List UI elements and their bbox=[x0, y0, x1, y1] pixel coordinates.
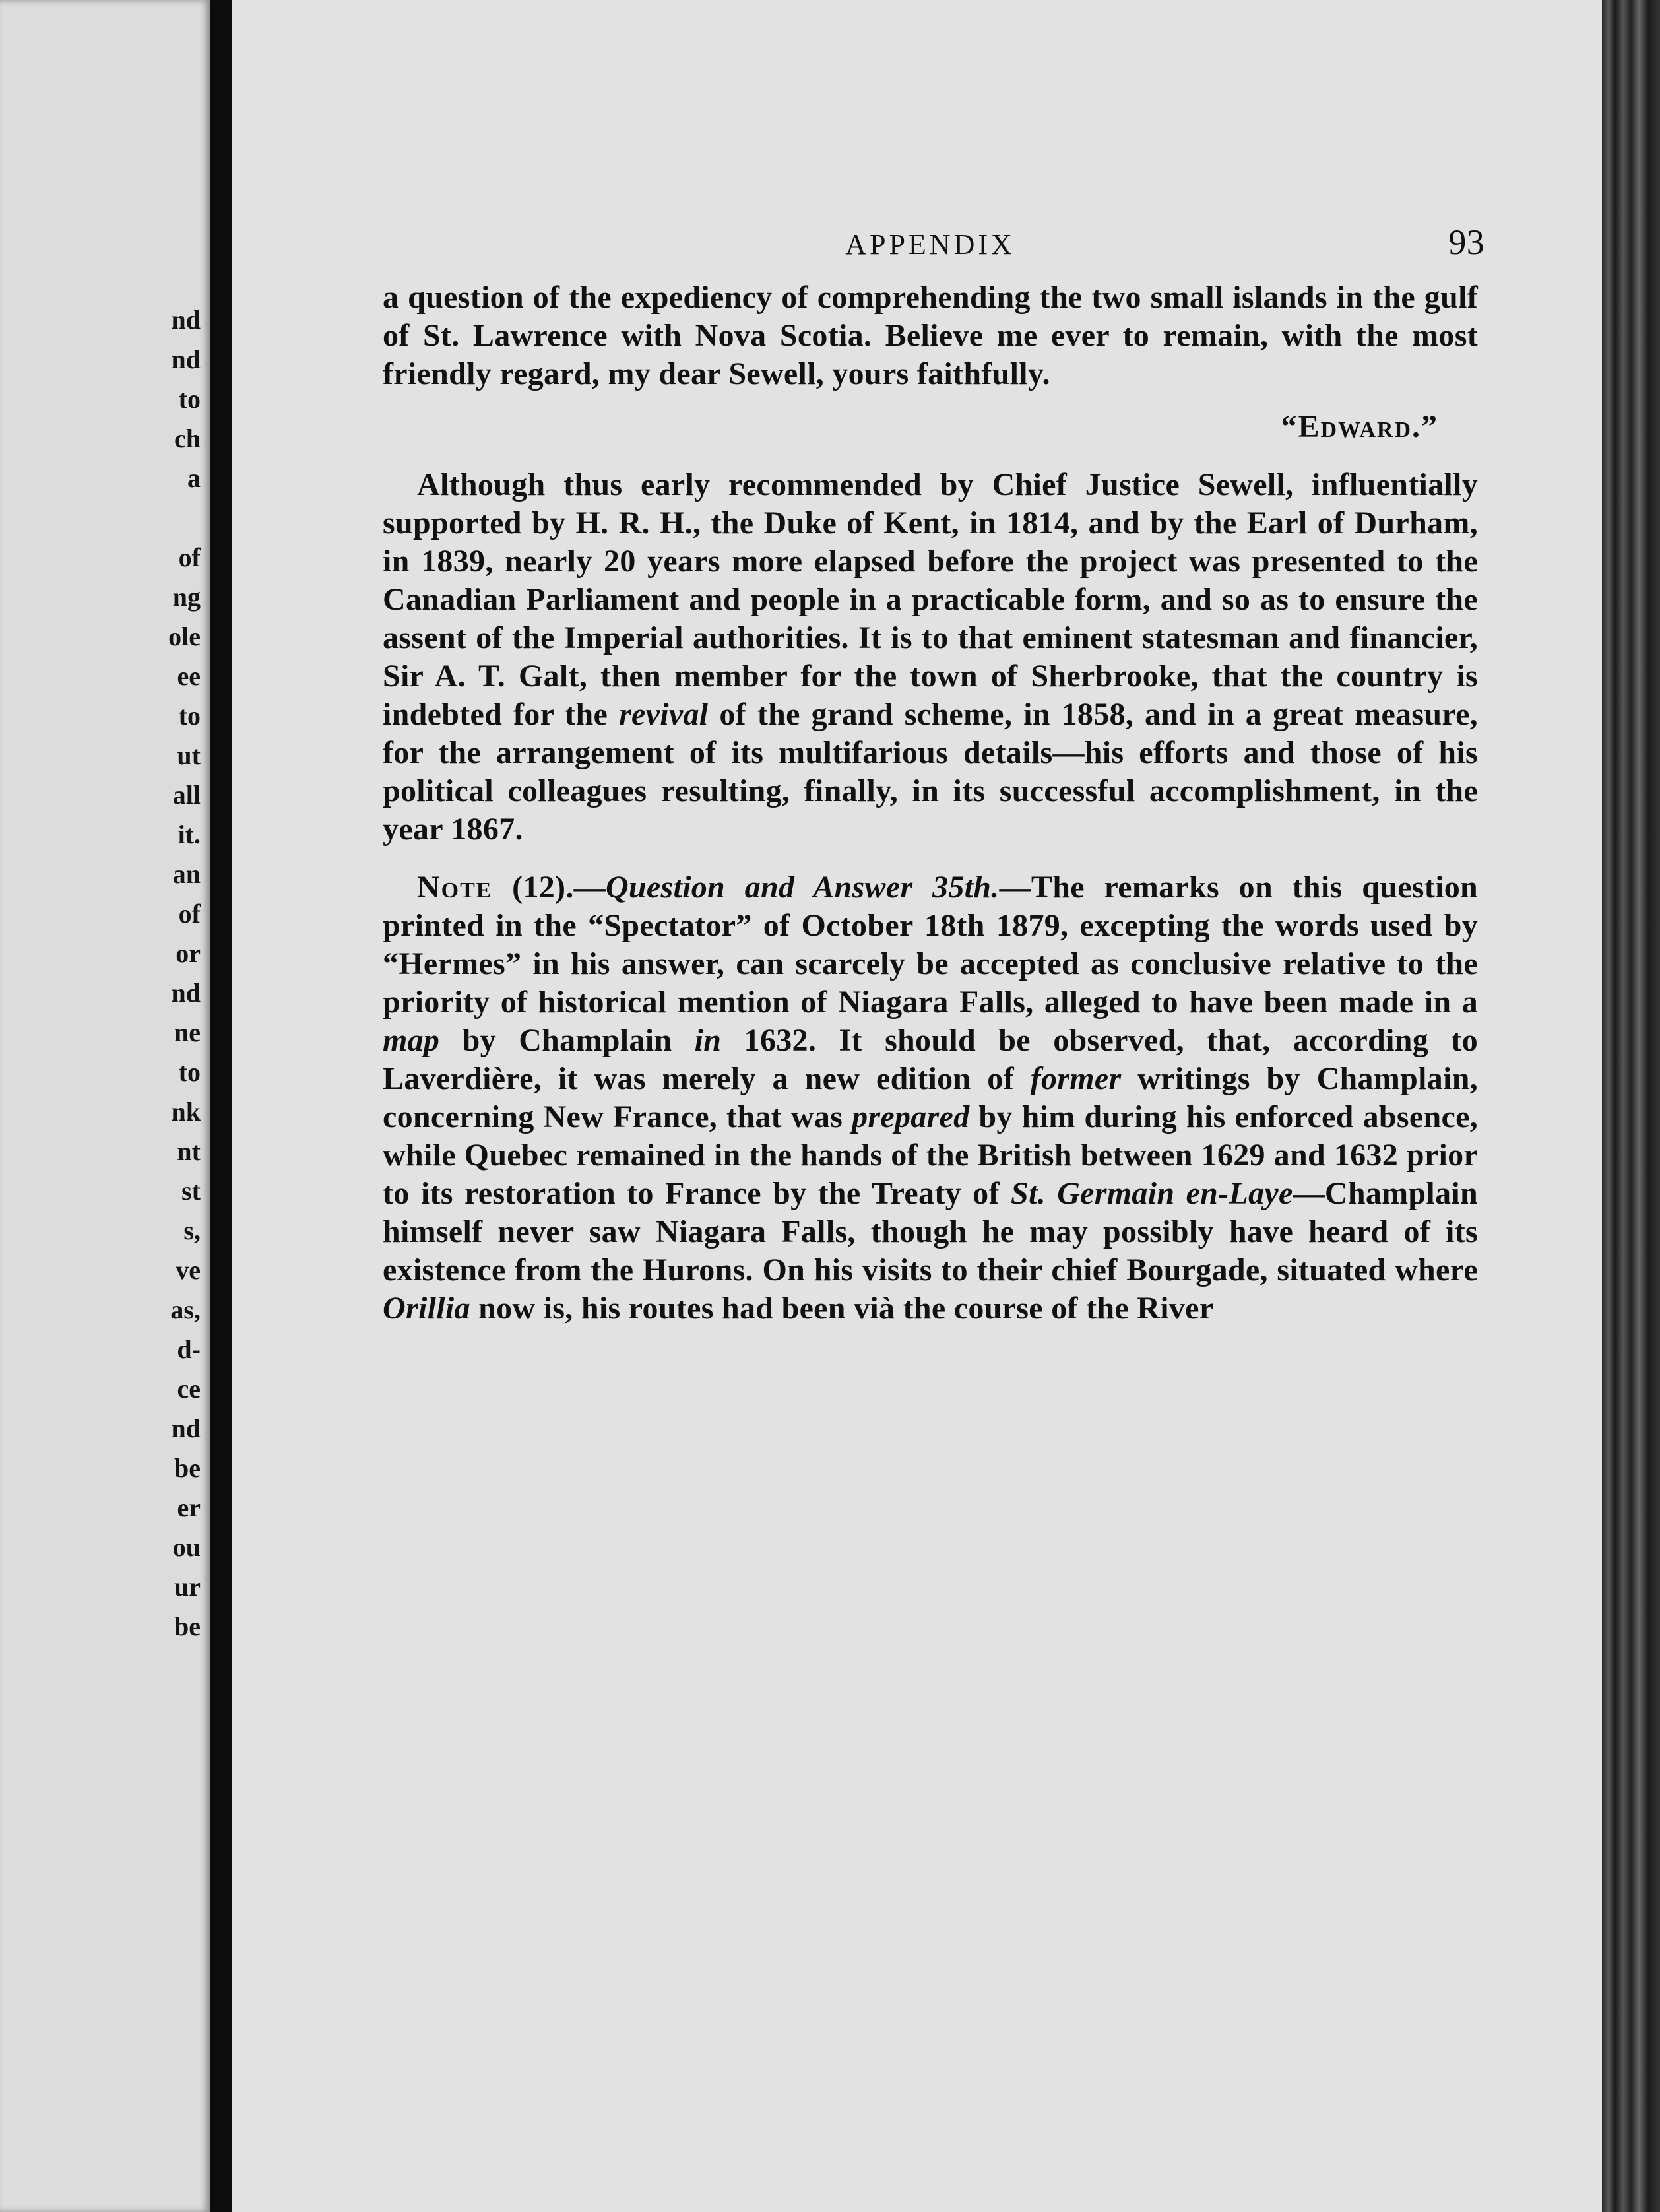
letter-closing-paragraph: a question of the expediency of comprehending the two small islands in the gulf of St. Lawrence with Nova Scotia. Believe me ever to remain, with the most friendly regard, my dear Sewell, yours faithfully. bbox=[383, 280, 1478, 391]
previous-page-fragment bbox=[121, 498, 201, 538]
previous-page-fragment: nd bbox=[171, 978, 201, 1008]
previous-page-fragment: it. bbox=[177, 820, 201, 849]
previous-page-fragment: all bbox=[172, 780, 201, 810]
previous-page-fragment: nd bbox=[171, 1414, 201, 1443]
note-italic-treaty: St. Germain en-Laye bbox=[1011, 1176, 1293, 1211]
previous-page-fragment: or bbox=[176, 938, 201, 968]
previous-page-text-fragments bbox=[121, 300, 201, 1646]
note-number: (12).— bbox=[512, 870, 606, 905]
book-gutter bbox=[210, 0, 232, 2212]
paragraph-galt bbox=[383, 466, 1478, 849]
previous-page-fragment: an bbox=[172, 859, 201, 889]
previous-page-fragment: to bbox=[178, 701, 201, 731]
previous-page-fragment: ng bbox=[172, 582, 201, 612]
previous-page-fragment: nt bbox=[177, 1136, 201, 1166]
previous-page-fragment: be bbox=[174, 1453, 201, 1483]
previous-page-fragment: nk bbox=[171, 1097, 201, 1126]
previous-page-fragment: to bbox=[178, 1057, 201, 1087]
previous-page-fragment: be bbox=[174, 1611, 201, 1641]
note-text-2: by Champlain bbox=[462, 1023, 672, 1058]
previous-page-fragment: to bbox=[178, 384, 201, 414]
page-stack-edge bbox=[1602, 0, 1660, 2212]
previous-page-fragment: nd bbox=[171, 305, 201, 335]
note-text-7: now is, his routes had been vià the course of the River bbox=[478, 1291, 1214, 1326]
previous-page-fragment: of bbox=[178, 899, 201, 928]
previous-page-fragment: ve bbox=[176, 1255, 201, 1285]
page-text bbox=[383, 222, 1484, 1328]
previous-page-fragment: s, bbox=[183, 1216, 201, 1245]
previous-page-fragment: ut bbox=[177, 740, 201, 770]
book-page bbox=[232, 0, 1602, 2212]
note-text-3: 1632. It should be observed, that, according to Laverdière, it was merely a new edition of bbox=[383, 1023, 1479, 1096]
note-italic-prepared: prepared bbox=[852, 1099, 970, 1134]
previous-page-fragment: ole bbox=[168, 622, 201, 651]
previous-page-fragment: ch bbox=[174, 424, 201, 453]
italic-revival: revival bbox=[619, 697, 709, 732]
previous-page-fragment: of bbox=[178, 542, 201, 572]
note-heading: Question and Answer 35th. bbox=[605, 870, 1000, 905]
note-text-6: —Champlain himself never saw Niagara Falls, though he may possibly have heard of its existence from the Hurons. On his visits to their chief Bourgade, situated where bbox=[383, 1176, 1478, 1287]
previous-page-fragment: ne bbox=[174, 1018, 201, 1047]
previous-page-fragment: ou bbox=[172, 1532, 201, 1562]
paragraph-galt-text-end: of the grand scheme, in 1858, and in a great measure, for the arrangement of its multifarious details—his efforts and those of his political colleagues resulting, finally, in its successful accomplishment, in the year 1867. bbox=[383, 697, 1478, 847]
letter-signature: “Edward.” bbox=[1281, 409, 1438, 444]
note-italic-map: map bbox=[383, 1023, 440, 1058]
previous-page-fragment: nd bbox=[171, 344, 201, 374]
previous-page-fragment: ee bbox=[177, 661, 201, 691]
note-italic-in: in bbox=[694, 1023, 722, 1058]
previous-page-fragment: as, bbox=[170, 1295, 201, 1324]
running-head bbox=[383, 222, 1484, 278]
note-text-1: —The remarks on this question printed in the “Spectator” of October 18th 1879, excepting the words used by “Hermes” in his answer, can scarcely be accepted as conclusive relative to the priority of historical mention of Niagara Falls, alleged to have been made in a bbox=[383, 870, 1479, 1020]
previous-page-fragment: er bbox=[177, 1493, 201, 1522]
note-italic-former: former bbox=[1030, 1061, 1122, 1096]
previous-page-fragment: ce bbox=[177, 1374, 201, 1404]
previous-page-fragment: d- bbox=[177, 1334, 201, 1364]
page-number: 93 bbox=[1448, 222, 1484, 262]
note-text-5: by him during his enforced absence, while Quebec remained in the hands of the British between 1629 and 1632 prior to its restoration to France by the Treaty of bbox=[383, 1099, 1478, 1211]
paragraph-galt-text: Although thus early recommended by Chief Justice Sewell, influentially supported by H. R. H., the Duke of Kent, in 1814, and by the Earl of Durham, in 1839, nearly 20 years more elapsed before the project was presented to the Canadian Parliament and people in a practicable form, and so as to ensure the assent of the Imperial authorities. It is to that eminent statesman and financier, Sir A. T. Galt, then member for the town of Sherbrooke, that the country is indebted for the bbox=[383, 467, 1478, 732]
note-label: Note bbox=[417, 870, 493, 905]
previous-page-edge bbox=[0, 0, 210, 2212]
previous-page-fragment: a bbox=[187, 463, 201, 493]
note-12-paragraph bbox=[383, 868, 1478, 1328]
previous-page-fragment: ur bbox=[174, 1572, 201, 1602]
previous-page-fragment: st bbox=[181, 1176, 201, 1206]
running-title: APPENDIX bbox=[845, 228, 1015, 261]
note-italic-orillia: Orillia bbox=[383, 1291, 470, 1326]
note-text-4: writings by Champlain, concerning New France, that was bbox=[383, 1061, 1478, 1134]
